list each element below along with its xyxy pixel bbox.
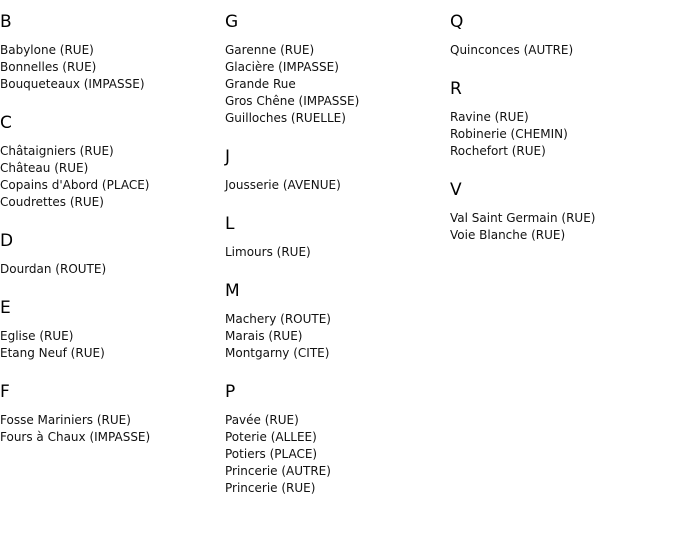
street-list — [0, 143, 225, 219]
street-link[interactable]: Dourdan (ROUTE) — [0, 262, 107, 276]
index-column — [450, 0, 675, 252]
street-link[interactable]: Val Saint Germain (RUE) — [450, 211, 596, 225]
index-column — [0, 0, 225, 454]
section-letter-heading: E — [0, 298, 11, 318]
street-link[interactable]: Fours à Chaux (IMPASSE) — [0, 430, 151, 444]
street-link[interactable]: Fosse Mariniers (RUE) — [0, 413, 131, 427]
street-link[interactable]: Bonnelles (RUE) — [0, 60, 97, 74]
street-list — [0, 261, 225, 286]
letter-section — [0, 231, 225, 286]
street-link[interactable]: Montgarny (CITE) — [225, 346, 330, 360]
street-link[interactable]: Potiers (PLACE) — [225, 447, 318, 461]
section-letter-heading: L — [225, 214, 235, 234]
street-link[interactable]: Garenne (RUE) — [225, 43, 315, 57]
street-link[interactable]: Etang Neuf (RUE) — [0, 346, 105, 360]
street-link[interactable]: Guilloches (RUELLE) — [225, 111, 346, 125]
section-letter-heading: R — [450, 79, 462, 99]
letter-section — [225, 12, 450, 135]
section-letter-heading: C — [0, 113, 12, 133]
street-link[interactable]: Machery (ROUTE) — [225, 312, 331, 326]
street-link[interactable]: Jousserie (AVENUE) — [225, 178, 341, 192]
street-link[interactable]: Glacière (IMPASSE) — [225, 60, 339, 74]
street-link[interactable]: Châtaigniers (RUE) — [0, 144, 114, 158]
letter-section — [0, 12, 225, 101]
letter-section — [225, 214, 450, 269]
street-link[interactable]: Bouqueteaux (IMPASSE) — [0, 77, 145, 91]
street-link[interactable]: Princerie (AUTRE) — [225, 464, 331, 478]
section-letter-heading: V — [450, 180, 462, 200]
letter-section — [450, 79, 675, 168]
street-list — [225, 244, 450, 269]
street-link[interactable]: Marais (RUE) — [225, 329, 303, 343]
street-list — [0, 412, 225, 454]
street-link[interactable]: Pavée (RUE) — [225, 413, 299, 427]
street-link[interactable]: Eglise (RUE) — [0, 329, 74, 343]
letter-section — [450, 180, 675, 252]
section-letter-heading: B — [0, 12, 12, 32]
street-list — [450, 210, 675, 252]
street-link[interactable]: Robinerie (CHEMIN) — [450, 127, 568, 141]
letter-section — [225, 382, 450, 505]
street-list — [225, 42, 450, 135]
street-list — [0, 328, 225, 370]
street-link[interactable]: Gros Chêne (IMPASSE) — [225, 94, 360, 108]
street-link[interactable]: Poterie (ALLEE) — [225, 430, 317, 444]
letter-section — [0, 382, 225, 454]
street-list — [225, 177, 450, 202]
street-link[interactable]: Voie Blanche (RUE) — [450, 228, 566, 242]
street-link[interactable]: Princerie (RUE) — [225, 481, 316, 495]
letter-section — [225, 281, 450, 370]
street-list — [0, 42, 225, 101]
street-link[interactable]: Babylone (RUE) — [0, 43, 94, 57]
letter-section — [450, 12, 675, 67]
section-letter-heading: M — [225, 281, 240, 301]
section-letter-heading: G — [225, 12, 239, 32]
section-letter-heading: F — [0, 382, 10, 402]
street-link[interactable]: Limours (RUE) — [225, 245, 311, 259]
street-link[interactable]: Rochefort (RUE) — [450, 144, 546, 158]
section-letter-heading: Q — [450, 12, 464, 32]
letter-section — [0, 298, 225, 370]
street-link[interactable]: Copains d'Abord (PLACE) — [0, 178, 150, 192]
letter-section — [0, 113, 225, 219]
section-letter-heading: D — [0, 231, 14, 251]
section-letter-heading: P — [225, 382, 236, 402]
street-link[interactable]: Grande Rue — [225, 77, 296, 91]
street-link[interactable]: Ravine (RUE) — [450, 110, 529, 124]
street-list — [450, 42, 675, 67]
letter-section — [225, 147, 450, 202]
section-letter-heading: J — [225, 147, 231, 167]
street-list — [450, 109, 675, 168]
street-list — [225, 412, 450, 505]
index-column — [225, 0, 450, 505]
street-link[interactable]: Quinconces (AUTRE) — [450, 43, 574, 57]
street-link[interactable]: Château (RUE) — [0, 161, 89, 175]
street-list — [225, 311, 450, 370]
street-link[interactable]: Coudrettes (RUE) — [0, 195, 104, 209]
